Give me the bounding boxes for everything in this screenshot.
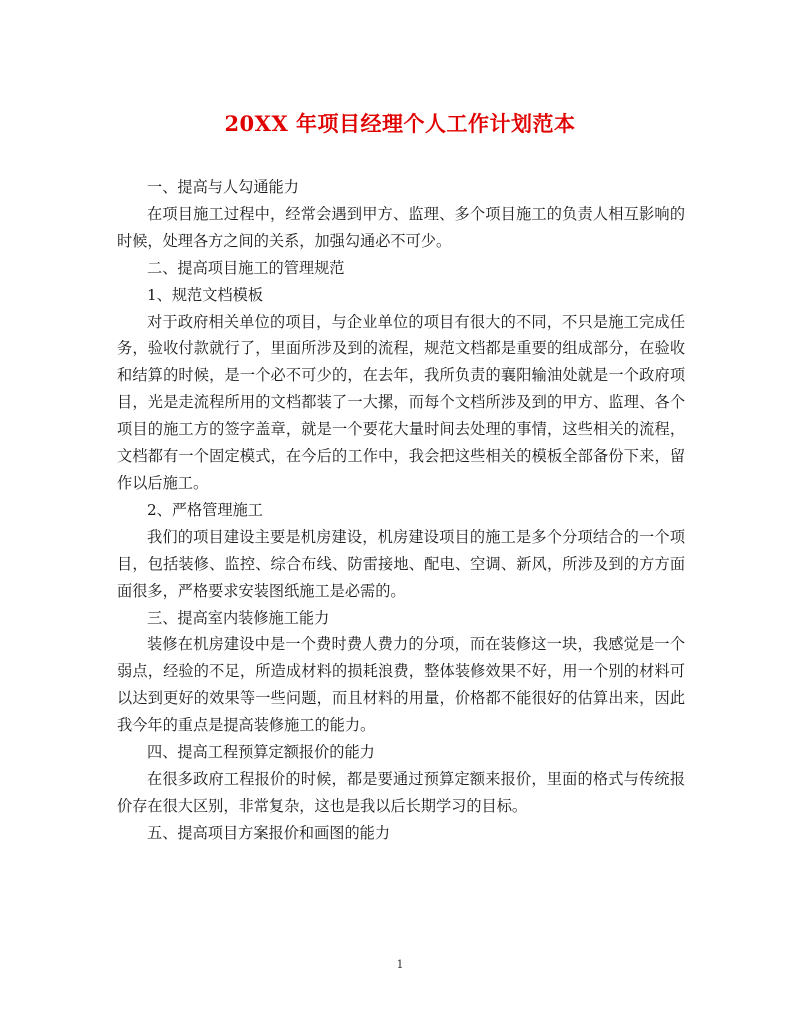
section-heading: 一、提高与人勾通能力 bbox=[147, 178, 299, 196]
document-title: 20XX 年项目经理个人工作计划范本 bbox=[224, 111, 576, 136]
paragraph: 装修在机房建设中是一个费时费人费力的分项，而在装修这一块，我感觉是一个弱点，经验的不足，所造成材料的损耗浪费，整体装修效果不好，用一个别的材料可以达到更好的效果等一些问题，而且材料的用量，价格都不能很好的估算出来，因此我今年的重点是提高装修施工的能力。 bbox=[117, 635, 685, 735]
subsection-heading: 2、严格管理施工 bbox=[147, 500, 263, 519]
paragraph: 在很多政府工程报价的时候，都是要通过预算定额来报价，里面的格式与传统报价存在很大区别，非常复杂，这也是我以后长期学习的目标。 bbox=[117, 769, 685, 815]
paragraph: 我们的项目建设主要是机房建设，机房建设项目的施工是多个分项结合的一个项目，包括装修、监控、综合布线、防雷接地、配电、空调、新风，所涉及到的方方面面很多，严格要求安装图纸施工是必需的。 bbox=[117, 527, 685, 600]
section-heading: 四、提高工程预算定额报价的能力 bbox=[147, 743, 375, 762]
subsection-heading: 1、规范文档模板 bbox=[147, 285, 263, 304]
page-number: 1 bbox=[396, 958, 404, 971]
section-heading: 五、提高项目方案报价和画图的能力 bbox=[147, 823, 390, 842]
paragraph: 在项目施工过程中，经常会遇到甲方、监理、多个项目施工的负责人相互影响的时候，处理各方之间的关系，加强勾通必不可少。 bbox=[117, 204, 685, 250]
paragraph: 对于政府相关单位的项目，与企业单位的项目有很大的不同，不只是施工完成任务，验收付款就行了，里面所涉及到的流程，规范文档都是重要的组成部分，在验收和结算的时候，是一个必不可少的，在去年，我所负责的襄阳输油处就是一个政府项目，光是走流程所用的文档都装了一大摞，而每个文档所涉及到的甲方、监理、各个项目的施工方的签字盖章，就是一个要花大量时间去处理的事情，这些相关的流程，文档都有一个固定模式，在今后的工作中，我会把这些相关的模板全部备份下来，留作以后施工。 bbox=[117, 312, 685, 492]
section-heading: 二、提高项目施工的管理规范 bbox=[147, 258, 345, 277]
document-body bbox=[117, 174, 685, 847]
section-heading: 三、提高室内装修施工能力 bbox=[147, 608, 330, 627]
